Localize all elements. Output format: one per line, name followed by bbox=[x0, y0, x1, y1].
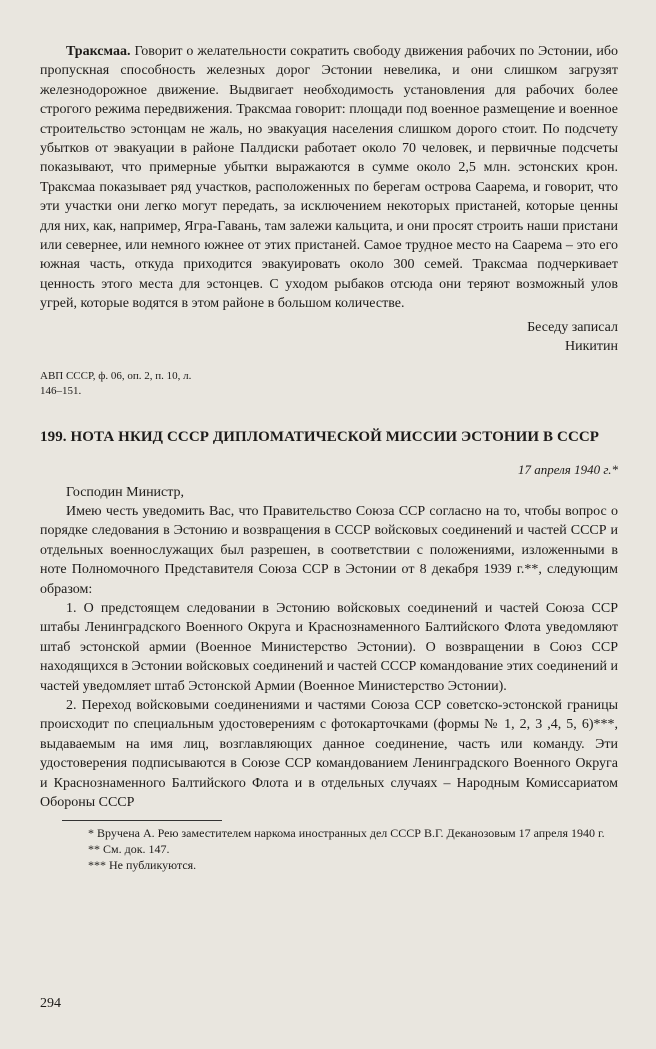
document-title: 199. НОТА НКИД СССР ДИПЛОМАТИЧЕСКОЙ МИССИИ ЭСТОНИИ В СССР bbox=[40, 428, 600, 445]
body-paragraph: 2. Переход войсковыми соединениями и частями Союза ССР советско-эстонской границы происходит по специальным удостоверениям с фотокарточками (формы № 1, 2, 3 ,4, 5, 6)***, выдаваемым на имя лиц, возглавляющих данное соединение, часть или команду. Эти удостоверения подписываются в Союзе ССР командованием Ленинградского Военного Округа и Краснознаменного Балтийского Флота и в отдельных случаях – Народным Комиссариатом Обороны СССР bbox=[40, 697, 618, 810]
footnote: * Вручена А. Рею заместителем наркома иностранных дел СССР В.Г. Деканозовым 17 апреля 1940 г. bbox=[88, 826, 605, 841]
text-column bbox=[40, 42, 618, 873]
body-paragraph: Имею честь уведомить Вас, что Правительство Союза ССР согласно на то, чтобы вопрос о порядке следования в Эстонию и возвращения в СССР войсковых соединений и частей СССР и отдельных военнослужащих был разрешен, в соответствии с положениями, изложенными в ноте Полномочного Представителя Союза ССР в Эстонии от 8 декабря 1939 г.**, следующим образом: bbox=[40, 503, 618, 597]
footnote: *** Не публикуются. bbox=[88, 858, 197, 873]
page-number: 294 bbox=[40, 996, 61, 1011]
archive-reference: АВП СССР, ф. 06, оп. 2, п. 10, л. 146–151. bbox=[40, 369, 192, 397]
speaker-text: Говорит о желательности сократить свободу движения рабочих по Эстонии, ибо пропускная способность железных дорог Эстонии невелика, и они слишком загрузят железнодорожное движение. Выдвигает необходимость установления для рабочих более строгого режима передвижения. Траксмаа говорит: площади под военное размещение и военное строительство эстонцам не жаль, но эвакуация населения слишком дорого стоит. По подсчету убытков от эвакуации в районе Палдиски работает около 70 человек, и первичные подсчеты показывают, что примерные убытки выражаются в сумме около 2,5 млн. эстонских крон. Траксмаа показывает ряд участков, расположенных по берегам острова Саарема, и говорит, что эти участки они легко могут передать, за исключением некоторых пристаней, которые ценны для них, как, например, Ягра-Гавань, там залежи кальцита, и они просят строить наши пристани или севернее, или немного южнее от этих пристаней. Самое трудное место на Саарема – это его южная часть, откуда приходится эвакуировать около 300 семей. Траксмаа подчеркивает ценность этого места для эстонцев. С уходом рыбаков отсюда они теряют возможный улов угрей, которые водятся в этом районе в большом количестве. bbox=[40, 44, 618, 312]
signature-name: Никитин bbox=[565, 339, 618, 355]
signature-recorded-by: Беседу записал bbox=[527, 319, 618, 335]
conversation-paragraph bbox=[40, 42, 618, 314]
document-date: 17 апреля 1940 г.* bbox=[517, 461, 618, 477]
body-paragraph: 1. О предстоящем следовании в Эстонию войсковых соединений и частей Союза ССР штабы Ленинградского Военного Округа и Краснознаменного Балтийского Флота уведомляют штаб эстонской армии (Военное Министерство Эстонии). О возвращении в Союз ССР находящихся в Эстонии войсковых соединений и частей СССР командование этих соединений и частей уведомляет штаб Эстонской Армии (Военное Министерство Эстонии). bbox=[40, 600, 618, 694]
salutation: Господин Министр, bbox=[66, 484, 185, 500]
footnote-divider bbox=[62, 820, 222, 821]
footnote: ** См. док. 147. bbox=[88, 842, 170, 857]
speaker-name: Траксмаа. bbox=[66, 44, 131, 59]
